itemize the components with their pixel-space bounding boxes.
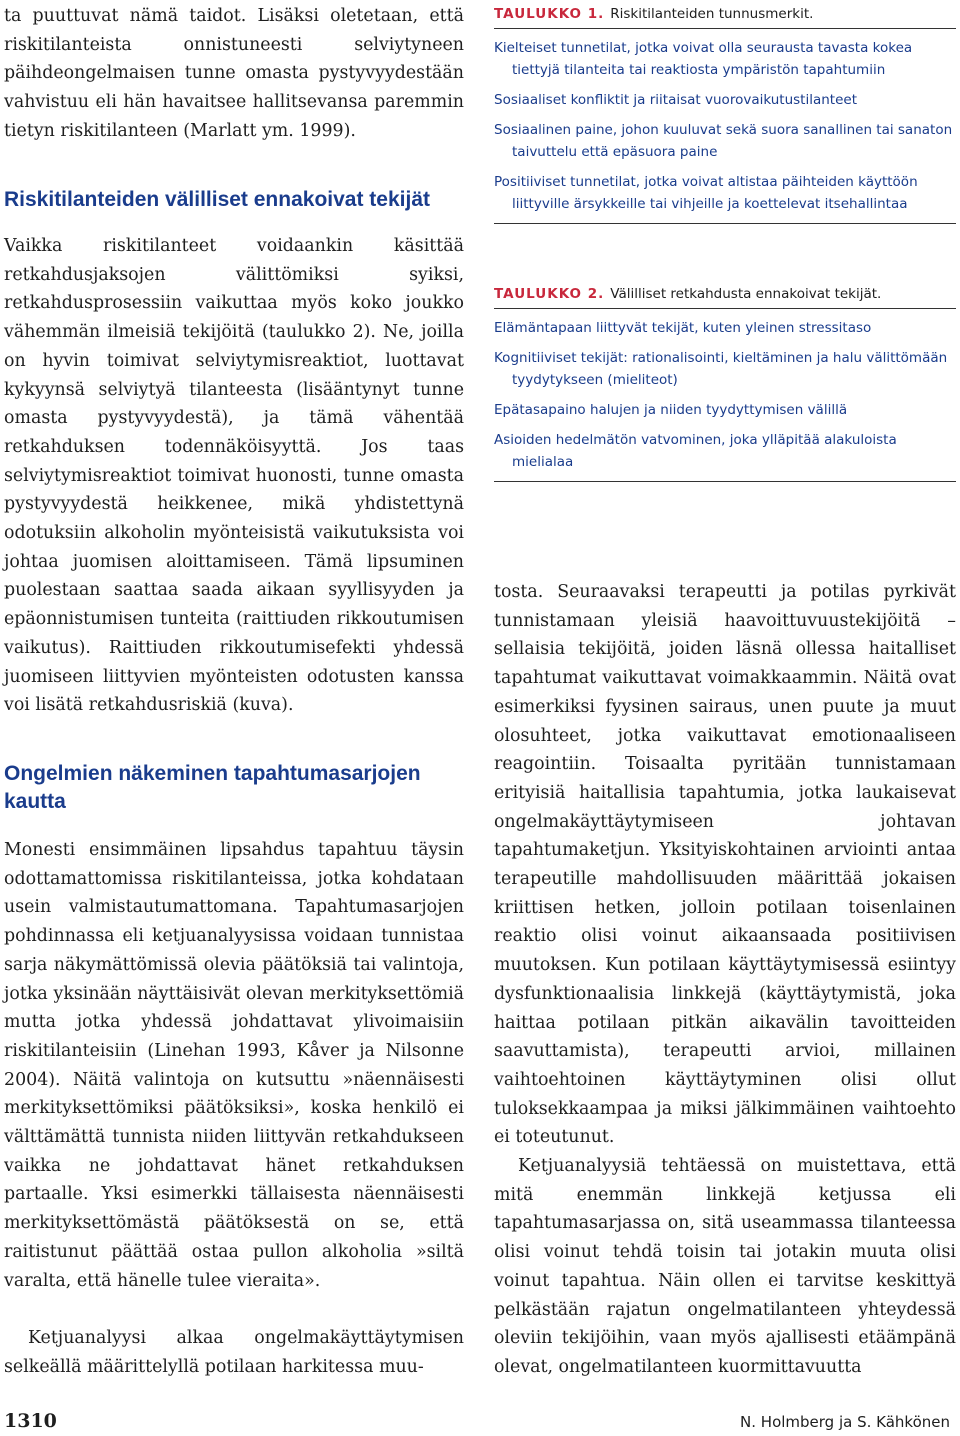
section-heading-chain-analysis: Ongelmien näkeminen tapahtumasarjojen kautta (4, 762, 421, 813)
table-1-title: Riskitilanteiden tunnusmerkit. (610, 6, 814, 22)
chain-analysis-paragraph-2: Ketjuanalyysi alkaa ongelmakäyttäytymisen selkeällä määrittelyllä potilaan harkitessa muu- (4, 1328, 464, 1377)
table-1-row: Sosiaalinen paine, johon kuuluvat sekä suora sanallinen tai sanaton taivuttelu että epäsuora paine (494, 122, 953, 160)
right-paragraph-1: tosta. Seuraavaksi terapeutti ja potilas pyrkivät tunnistamaan yleisiä haavoittuvuustekijöitä – sellaisia tekijöitä, joiden läsnä ollessa haitalliset tapahtumat vaikuttavat voimakkaammin. Näitä ovat esimerkiksi fyysinen sairaus, unen puute ja muut olosuhteet, jotka vaikuttavat emotionaaliseen reagointiin. Toisaalta pyritään tunnistamaan erityisiä haitallisia tapahtumia, jotka laukaisevat ongelmakäyttäytymiseen johtavan tapahtumaketjun. Yksityiskohtainen arviointi antaa terapeutille mahdollisuuden määrittää jokaisen kriittisen hetken, jolloin potilaan toisenlainen reaktio olisi voinut aikaansaada positiivisen muutoksen. Kun potilaan käyttäytymisessä esiintyy dysfunktionaalisia linkkejä (käyttäytymistä, joka haittaa potilaan pitkän aikavälin tavoitteiden saavuttamista), terapeutti arvioi, millainen vaihtoehtoinen käyttäytyminen olisi ollut tuloksekkaampaa ja miksi jälkimmäinen vaihtoehto ei toteutunut. (494, 582, 956, 1148)
table-2-row: Epätasapaino halujen ja niiden tyydyttymisen välillä (494, 402, 848, 418)
chain-analysis-paragraph-1: Monesti ensimmäinen lipsahdus tapahtuu täysin odottamattomissa riskitilanteissa, jotka kohdataan usein valmistautumattomana. Tapahtumasarjojen pohdinnassa eli ketjuanalyysissa voidaan tunnistaa sarja näkymättömissä olevia päätöksiä tai valintoja, jotka yksinään näyttäisivät olevan merkityksettömiä mutta jotka yhdessä johdattavat ylivoimaisiin riskitilanteisiin (Linehan 1993, Kåver ja Nilsonne 2004). Näitä valintoja on kutsuttu »näennäisesti merkityksettömiksi päätöksiksi», koska henkilö ei välttämättä tunnista niiden liittyvän retkahdukseen vaikka ne johdattavat hänet retkahduksen partaalle. Yksi esimerkki tällaisesta näennäisesti merkityksettömästä päätöksestä on se, että raitistunut päättää ostaa pullon alkoholia »siltä varalta, että hänelle tulee vieraita». (4, 840, 464, 1291)
right-paragraph-2: Ketjuanalyysiä tehtäessä on muistettava, että mitä enemmän linkkejä ketjussa eli tapahtumasarjassa on, sitä useammassa tilanteessa olisi voinut tehdä toisin tai jotakin muuta olisi voinut tapahtua. Näin ollen ei tarvitse keskittyä pelkästään rajatun ongelmatilanteen yhteydessä oleviin tekijöihin, vaan myös ajallisesti etäämpänä olevat, ongelmatilanteen kuormittavuutta (494, 1156, 956, 1377)
table-1-caption (494, 4, 956, 24)
table-2-row: Kognitiiviset tekijät: rationalisointi, kieltäminen ja halu välittömään tyydytykseen (mieliteot) (494, 350, 948, 388)
table-2-indirect-factors (494, 284, 956, 482)
table-2-bottom-rule (494, 481, 956, 482)
section-heading-indirect-factors: Riskitilanteiden välilliset ennakoivat tekijät (4, 188, 430, 211)
table-1-risk-situations (494, 4, 956, 224)
table-2-top-rule (494, 308, 956, 309)
table-1-row: Sosiaaliset konfliktit ja riitaisat vuorovaikutustilanteet (494, 92, 858, 108)
table-2-row: Elämäntapaan liittyvät tekijät, kuten yleinen stressitaso (494, 320, 872, 336)
page-number: 1310 (4, 1410, 57, 1432)
table-1-row: Positiiviset tunnetilat, jotka voivat altistaa päihteiden käyttöön liittyville ärsykkeille tai vihjeille ja koettelevat itsehallintaa (494, 174, 918, 212)
table-1-label: TAULUKKO 1. (494, 6, 605, 22)
table-2-row: Asioiden hedelmätön vatvominen, joka ylläpitää alakuloista mielialaa (494, 432, 897, 470)
table-1-row: Kielteiset tunnetilat, jotka voivat olla seurausta tavasta kokea tiettyjä tilanteita tai reaktiosta ympäristön tapahtumiin (494, 40, 913, 78)
table-1-bottom-rule (494, 223, 956, 224)
table-2-caption (494, 284, 956, 304)
indirect-factors-paragraph: Vaikka riskitilanteet voidaankin käsittää retkahdusjaksojen välittömiksi syiksi, retkahdusprosessiin vaikuttaa myös koko joukko vähemmän ilmeisiä tekijöitä (taulukko 2). Ne, joilla on hyvin toimivat selviytymisreaktiot, luottavat kykyynsä selviytyä tilanteesta (lisääntynyt tunne omasta pystyvyydestä), ja tämä vähentää retkahduksen todennäköisyyttä. Jos taas selviytymisreaktiot toimivat huonosti, tunne omasta pystyvyydestä heikkenee, mikä yhdistettynä odotuksiin alkoholin myönteisistä vaikutuksista voi johtaa juomisen aloittamiseen. Tämä lipsuminen puolestaan saattaa saada aikaan syyllisyyden ja epäonnistumisen tunteita (raittiuden rikkoutumisen vaikutus). Raittiuden rikkoutumisefekti yhdessä juomiseen liittyvien myönteisten odotusten kanssa voi lisätä retkahdusriskiä (kuva). (4, 236, 464, 716)
table-2-title: Välilliset retkahdusta ennakoivat tekijät. (610, 286, 882, 302)
table-2-label: TAULUKKO 2. (494, 286, 605, 302)
table-1-top-rule (494, 28, 956, 29)
footer-authors: N. Holmberg ja S. Kähkönen (740, 1413, 950, 1431)
intro-paragraph: ta puuttuvat nämä taidot. Lisäksi oletetaan, että riskitilanteista onnistuneesti selviytyneen päihdeongelmaisen tunne omasta pystyvyydestään vahvistuu eli hän havaitsee hallitsevansa paremmin tietyn riskitilanteen (Marlatt ym. 1999). (4, 6, 464, 141)
